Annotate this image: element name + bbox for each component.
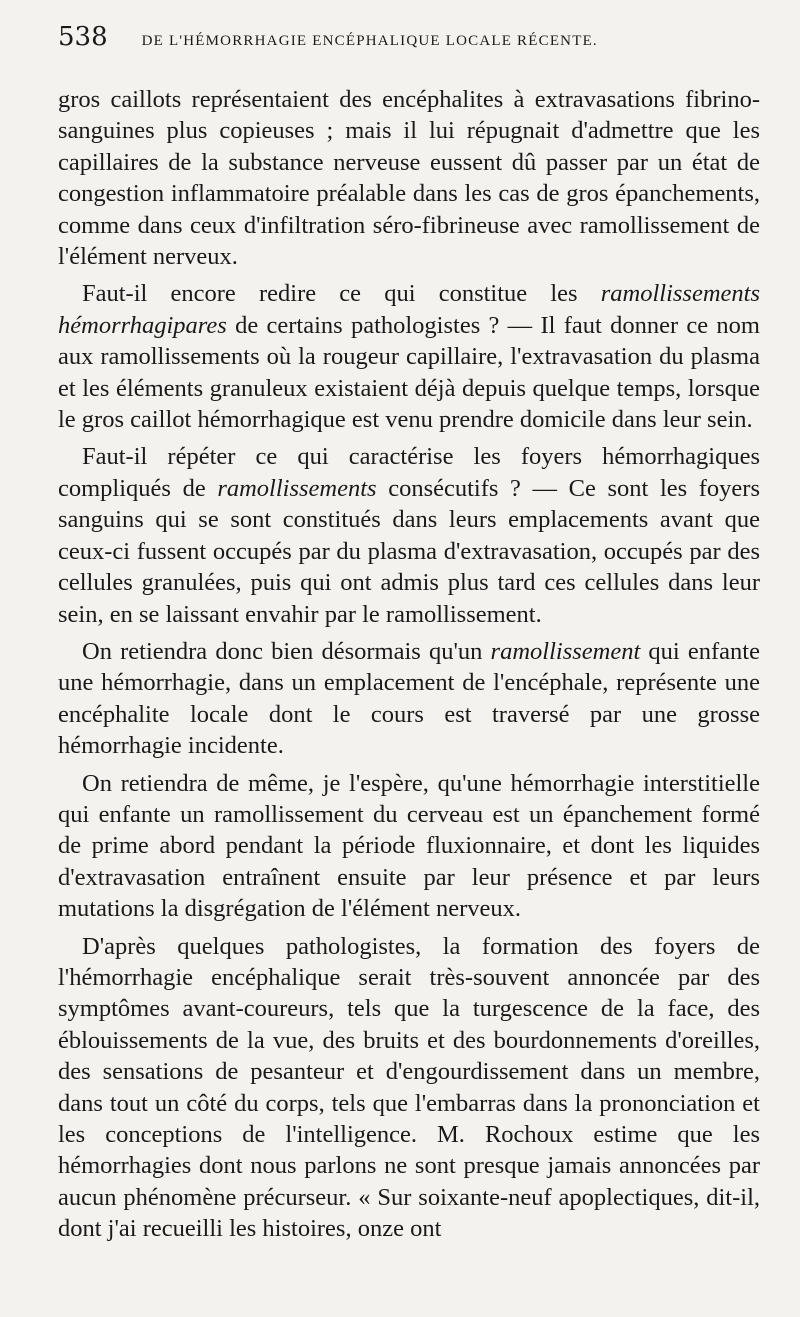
paragraph-3 — [58, 441, 760, 629]
paragraph-4 — [58, 636, 760, 762]
paragraph-4-emphasis: ramollissement — [490, 637, 641, 665]
paragraph-3-after: consécutifs ? — Ce sont les foyers sanguins qui se sont constitués dans leurs emplacements avant que ceux-ci fussent occupés par du plasma d'extravasation, occupés par des cellules granulées, puis qui ont admis plus tard ces cellules dans leur sein, en se laissant envahir par le ramollissement. — [58, 474, 761, 628]
paragraph-3-emphasis: ramollissements — [217, 474, 377, 502]
paragraph-6: D'après quelques pathologistes, la formation des foyers de l'hémorrhagie encéphalique serait très-souvent annoncée par des symptômes avant-coureurs, tels que la turgescence de la face, des éblouissements de la vue, des bruits et des bourdonnements d'oreilles, des sensations de pesanteur et d'engourdissement dans un membre, dans tout un côté du corps, tels que l'embarras dans la prononciation et les conceptions de l'intelligence. M. Rochoux estime que les hémorrhagies dont nous parlons ne sont presque jamais annoncées par aucun phénomène précurseur. « Sur soixante-neuf apoplectiques, dit-il, dont j'ai recueilli les histoires, onze ont — [58, 932, 760, 1243]
paragraph-5: On retiendra de même, je l'espère, qu'une hémorrhagie interstitielle qui enfante un ramollissement du cerveau est un épanchement formé de prime abord pendant la période fluxionnaire, et dont les liquides d'extravasation entraînent ensuite par leur présence et par leurs mutations la disgrégation de l'élément nerveux. — [58, 769, 760, 923]
body-text — [58, 84, 760, 1245]
page-number: 538 — [58, 22, 108, 52]
paragraph-1: gros caillots représentaient des encéphalites à extravasations fibrino-sanguines plus copieuses ; mais il lui répugnait d'admettre que les capillaires de la substance nerveuse eussent dû passer par un état de congestion inflammatoire préalable dans les cas de gros épanchements, comme dans ceux d'infiltration séro-fibrineuse avec ramollissement de l'élément nerveux. — [58, 86, 760, 271]
paragraph-2-before: Faut-il encore redire ce qui constitue les — [82, 280, 601, 308]
paragraph-2-emphasis: ramollissements hémorrhagipares — [58, 280, 760, 339]
paragraph-4-after: qui enfante une hémorrhagie, dans un emplacement de l'encéphale, représente une encéphalite locale dont le cours est traversé par une grosse hémorrhagie incidente. — [58, 637, 760, 760]
running-title: DE L'HÉMORRHAGIE ENCÉPHALIQUE LOCALE RÉCENTE. — [141, 33, 598, 49]
page-header — [58, 22, 760, 62]
paragraph-2 — [58, 278, 760, 435]
paragraph-4-before: On retiendra donc bien désormais qu'un — [82, 637, 491, 665]
paragraph-3-before: Faut-il répéter ce qui caractérise les foyers hémorrhagiques compliqués de — [58, 443, 760, 502]
paragraph-2-after: de certains pathologistes ? — Il faut donner ce nom aux ramollissements où la rougeur capillaire, l'extravasation du plasma et les éléments granuleux existaient déjà depuis quelque temps, lorsque le gros caillot hémorrhagique est venu prendre domicile dans leur sein. — [58, 311, 760, 434]
